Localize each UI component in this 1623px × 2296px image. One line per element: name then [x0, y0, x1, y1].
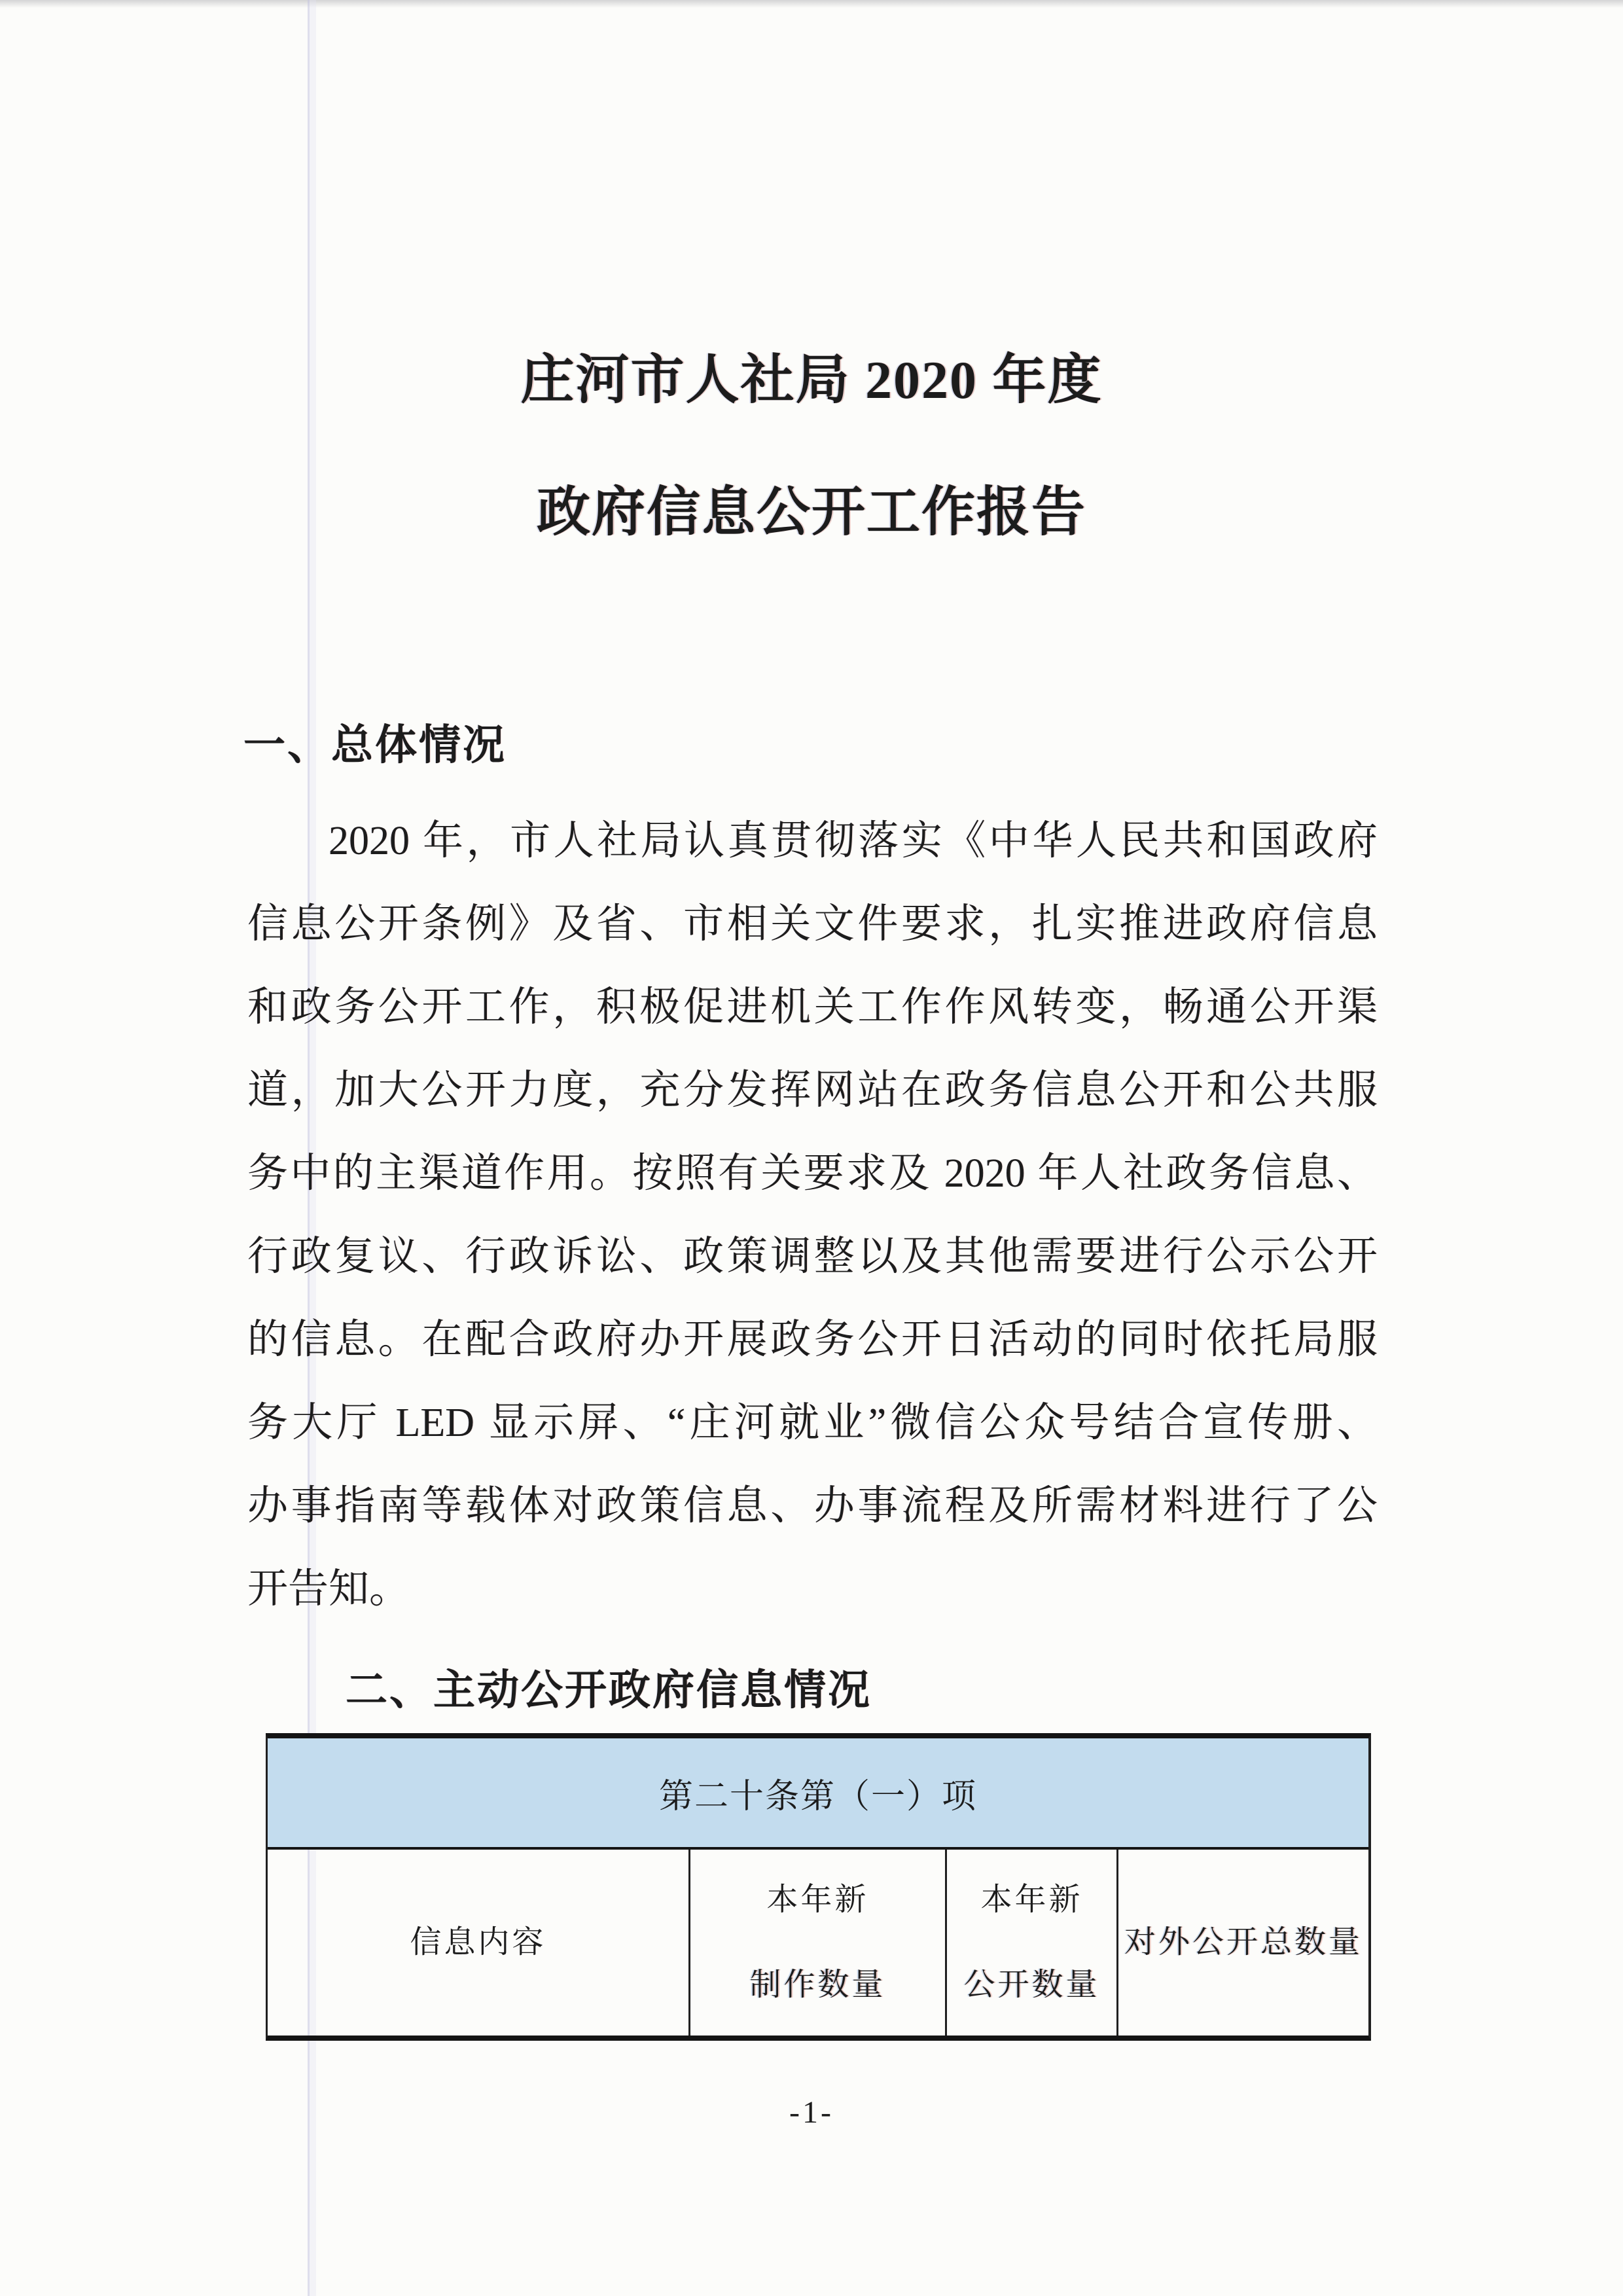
- table-column-label: 公开数量: [963, 1967, 1100, 2002]
- body-line: 开告知。: [247, 1567, 410, 1611]
- body-line: 道，加大公开力度，充分发挥网站在政务信息公开和公共服: [247, 1068, 1378, 1113]
- body-line: 和政务公开工作，积极促进机关工作作风转变，畅通公开渠: [247, 985, 1378, 1030]
- section-heading-proactive-disclosure: 二、主动公开政府信息情况: [346, 1666, 872, 1713]
- page-number: -1-: [789, 2095, 834, 2130]
- table-column-label: 本年新: [980, 1882, 1083, 1917]
- table-column-label: 制作数量: [749, 1967, 886, 2002]
- disclosure-info-table: [266, 1733, 1371, 2041]
- body-line: 的信息。在配合政府办开展政务公开日活动的同时依托局服: [247, 1318, 1378, 1362]
- table-column-label: 对外公开总数量: [1124, 1925, 1363, 1960]
- table-column-new-disclosed: [947, 1850, 1118, 2036]
- scan-top-edge-shadow: [0, 0, 1623, 8]
- document-title-line-1: 庄河市人社局 2020 年度: [520, 350, 1103, 410]
- table-column-new-produced: [690, 1850, 947, 2036]
- table-header-row: [268, 1738, 1368, 1850]
- table-header-banner: 第二十条第（一）项: [658, 1778, 977, 1816]
- section-heading-overview: 一、总体情况: [243, 721, 507, 768]
- body-paragraph: [247, 800, 1378, 1631]
- document-title-line-2: 政府信息公开工作报告: [536, 482, 1086, 542]
- table-column-label: 本年新: [766, 1882, 869, 1917]
- body-line: 信息公开条例》及省、市相关文件要求，扎实推进政府信息: [247, 902, 1378, 946]
- table-columns-row: [268, 1850, 1368, 2036]
- body-line: 办事指南等载体对政策信息、办事流程及所需材料进行了公: [247, 1484, 1378, 1528]
- body-line: 务中的主渠道作用。按照有关要求及 2020 年人社政务信息、: [247, 1151, 1378, 1196]
- body-line: 务大厅 LED 显示屏、“庄河就业”微信公众号结合宣传册、: [247, 1401, 1378, 1445]
- body-line: 行政复议、行政诉讼、政策调整以及其他需要进行公示公开: [247, 1234, 1378, 1279]
- table-column-label: 信息内容: [410, 1925, 546, 1960]
- table-column-info-content: [268, 1850, 690, 2036]
- body-line: 2020 年，市人社局认真贯彻落实《中华人民共和国政府: [329, 819, 1378, 863]
- table-column-total-public: [1118, 1850, 1368, 2036]
